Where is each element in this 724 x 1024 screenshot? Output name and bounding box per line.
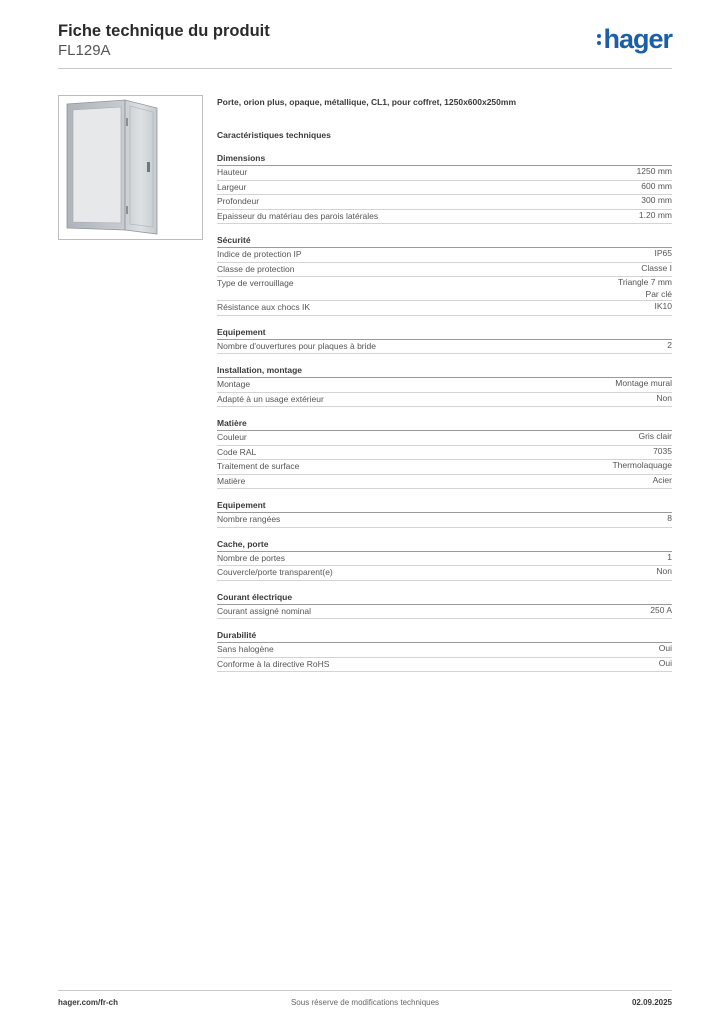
header-divider	[58, 68, 672, 69]
spec-row	[217, 301, 672, 316]
spec-value-line: Thermolaquage	[612, 460, 672, 470]
spec-row	[217, 195, 672, 210]
spec-value-line: Oui	[658, 657, 672, 668]
spec-label: Largeur	[217, 181, 247, 192]
section-title: Dimensions	[217, 152, 672, 166]
spec-value	[667, 513, 672, 527]
product-reference: FL129A	[58, 42, 111, 59]
spec-value	[618, 277, 672, 300]
spec-value	[667, 340, 672, 354]
spec-label: Couvercle/porte transparent(e)	[217, 567, 333, 577]
spec-label: Courant assigné nominal	[217, 605, 312, 616]
spec-value-line: Oui	[658, 643, 672, 653]
spec-label: Nombre rangées	[217, 514, 281, 524]
spec-row	[217, 513, 672, 528]
spec-row	[217, 566, 672, 581]
spec-section	[217, 152, 672, 224]
spec-value	[638, 431, 672, 445]
spec-value-line: 2	[667, 339, 672, 350]
page-footer	[58, 998, 672, 1012]
spec-value	[641, 181, 672, 195]
spec-value-line: Classe I	[641, 262, 672, 273]
logo-text: hager	[603, 23, 672, 54]
section-title: Courant électrique	[217, 591, 672, 605]
spec-value-line: 300 mm	[641, 195, 672, 205]
spec-value	[650, 605, 672, 619]
spec-value-line: 1.20 mm	[638, 209, 672, 220]
spec-row	[217, 248, 672, 263]
spec-row	[217, 460, 672, 475]
product-image	[58, 95, 203, 240]
spec-section	[217, 499, 672, 528]
spec-value-line: IP65	[654, 248, 672, 258]
spec-row	[217, 605, 672, 620]
spec-value	[637, 166, 672, 180]
spec-value	[653, 475, 672, 489]
spec-sections	[217, 152, 672, 672]
spec-value-line: 600 mm	[641, 180, 672, 191]
spec-label: Classe de protection	[217, 263, 295, 274]
spec-value-line: 8	[667, 513, 672, 523]
spec-value	[641, 195, 672, 209]
section-title: Equipement	[217, 326, 672, 340]
spec-value	[656, 566, 672, 580]
footer-date: 02.09.2025	[631, 998, 672, 1007]
spec-row	[217, 431, 672, 446]
spec-section	[217, 326, 672, 355]
spec-value	[641, 263, 672, 277]
spec-row	[217, 475, 672, 490]
section-title: Installation, montage	[217, 364, 672, 378]
footer-divider	[58, 990, 672, 991]
spec-value-line: Non	[656, 392, 672, 403]
spec-label: Sans halogène	[217, 644, 274, 654]
spec-section	[217, 234, 672, 316]
spec-row	[217, 210, 672, 225]
spec-label: Couleur	[217, 432, 247, 442]
spec-value-line: Par clé	[645, 288, 672, 299]
spec-value-line: IK10	[654, 301, 672, 311]
spec-value	[639, 210, 672, 224]
spec-row	[217, 658, 672, 673]
logo-dots-icon	[597, 32, 601, 46]
footer-website: hager.com/fr-ch	[58, 998, 119, 1007]
spec-label: Adapté à un usage extérieur	[217, 393, 324, 404]
footer-notice: Sous réserve de modifications techniques	[290, 998, 440, 1007]
spec-label: Résistance aux chocs IK	[217, 302, 311, 312]
spec-label: Nombre de portes	[217, 552, 286, 563]
spec-label: Matière	[217, 475, 246, 486]
spec-value-line: Acier	[652, 474, 672, 485]
spec-section	[217, 417, 672, 489]
spec-label: Traitement de surface	[217, 461, 300, 471]
spec-section	[217, 538, 672, 581]
spec-label: Montage	[217, 379, 251, 389]
section-title: Sécurité	[217, 234, 672, 248]
spec-value	[667, 552, 672, 566]
spec-label: Code RAL	[217, 446, 257, 457]
spec-row	[217, 393, 672, 408]
spec-value	[659, 658, 672, 672]
spec-value	[655, 248, 673, 262]
page-header	[58, 20, 672, 68]
spec-value	[659, 643, 672, 657]
product-description: Porte, orion plus, opaque, métallique, CL1, pour coffret, 1250x600x250mm	[217, 97, 517, 107]
spec-section	[217, 364, 672, 407]
spec-value-line: 250 A	[650, 604, 672, 615]
spec-label: Nombre d'ouvertures pour plaques à bride	[217, 340, 376, 351]
spec-row	[217, 181, 672, 196]
spec-row	[217, 446, 672, 461]
spec-section	[217, 629, 672, 672]
section-title: Cache, porte	[217, 538, 672, 552]
spec-value-line: Gris clair	[638, 431, 672, 441]
spec-label: Type de verrouillage	[217, 278, 294, 288]
spec-row	[217, 378, 672, 393]
product-content	[217, 95, 672, 672]
spec-value-line: Triangle 7 mm	[617, 277, 672, 287]
spec-value-line: 1250 mm	[636, 166, 672, 176]
spec-section	[217, 591, 672, 620]
spec-row	[217, 340, 672, 355]
spec-value	[655, 301, 673, 315]
spec-row	[217, 552, 672, 567]
spec-label: Indice de protection IP	[217, 249, 302, 259]
spec-row	[217, 263, 672, 278]
spec-value-line: Montage mural	[615, 378, 672, 388]
spec-label: Profondeur	[217, 196, 260, 206]
spec-value-line: Non	[656, 566, 672, 576]
spec-value	[656, 393, 672, 407]
spec-value	[612, 460, 672, 474]
spec-row	[217, 643, 672, 658]
section-title: Durabilité	[217, 629, 672, 643]
spec-value-line: 1	[667, 551, 672, 562]
cabinet-door-icon	[59, 96, 202, 239]
spec-label: Conforme à la directive RoHS	[217, 658, 330, 669]
spec-label: Epaisseur du matériau des parois latérales	[217, 210, 379, 221]
spec-row	[217, 166, 672, 181]
hager-logo	[597, 24, 672, 54]
section-title: Equipement	[217, 499, 672, 513]
spec-value	[653, 446, 672, 460]
section-title: Matière	[217, 417, 672, 431]
spec-value	[615, 378, 672, 392]
technical-characteristics-title: Caractéristiques techniques	[217, 130, 331, 140]
spec-label: Hauteur	[217, 167, 248, 177]
document-title: Fiche technique du produit	[58, 22, 270, 40]
spec-value-line: 7035	[653, 445, 672, 456]
spec-row	[217, 277, 672, 301]
